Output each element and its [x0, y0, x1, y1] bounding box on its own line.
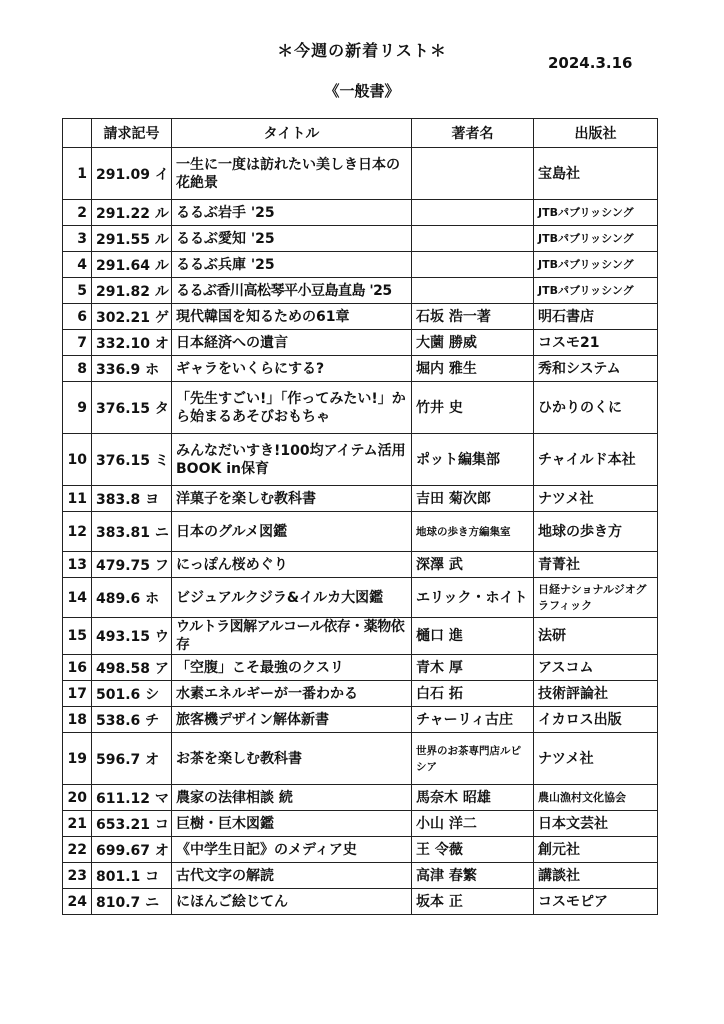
book-title: 農家の法律相談 続	[172, 785, 412, 811]
author-name: 竹井 史	[412, 382, 534, 434]
author-name: 小山 洋二	[412, 811, 534, 837]
call-number: 332.10 オ	[92, 330, 172, 356]
book-title: お茶を楽しむ教科書	[172, 733, 412, 785]
table-row	[63, 863, 658, 889]
call-number: 383.81 ニ	[92, 512, 172, 552]
row-number: 14	[63, 578, 92, 618]
book-title: 現代韓国を知るための61章	[172, 304, 412, 330]
book-title: 水素エネルギーが一番わかる	[172, 681, 412, 707]
publisher-name: イカロス出版	[534, 707, 658, 733]
call-number: 383.8 ヨ	[92, 486, 172, 512]
column-header-number	[63, 119, 92, 148]
column-header-publisher: 出版社	[534, 119, 658, 148]
book-title: ビジュアルクジラ&イルカ大図鑑	[172, 578, 412, 618]
row-number: 4	[63, 252, 92, 278]
row-number: 23	[63, 863, 92, 889]
call-number: 291.09 イ	[92, 148, 172, 200]
table-row	[63, 434, 658, 486]
publisher-name: JTBパブリッシング	[534, 252, 658, 278]
author-name	[412, 200, 534, 226]
table-row	[63, 226, 658, 252]
row-number: 17	[63, 681, 92, 707]
row-number: 11	[63, 486, 92, 512]
row-number: 5	[63, 278, 92, 304]
author-name: 馬奈木 昭雄	[412, 785, 534, 811]
book-title: 日本経済への遺言	[172, 330, 412, 356]
book-title: 巨樹・巨木図鑑	[172, 811, 412, 837]
publisher-name: コスモピア	[534, 889, 658, 915]
author-name: 白石 拓	[412, 681, 534, 707]
call-number: 699.67 オ	[92, 837, 172, 863]
book-title: 洋菓子を楽しむ教科書	[172, 486, 412, 512]
row-number: 8	[63, 356, 92, 382]
table-row	[63, 356, 658, 382]
call-number: 501.6 シ	[92, 681, 172, 707]
publisher-name: JTBパブリッシング	[534, 226, 658, 252]
row-number: 10	[63, 434, 92, 486]
table-row	[63, 512, 658, 552]
publisher-name: 技術評論社	[534, 681, 658, 707]
publisher-name: ひかりのくに	[534, 382, 658, 434]
call-number: 291.82 ル	[92, 278, 172, 304]
row-number: 22	[63, 837, 92, 863]
publisher-name: 宝島社	[534, 148, 658, 200]
publisher-name: 農山漁村文化協会	[534, 785, 658, 811]
row-number: 24	[63, 889, 92, 915]
column-header-call-number: 請求記号	[92, 119, 172, 148]
row-number: 9	[63, 382, 92, 434]
table-row	[63, 200, 658, 226]
author-name: 青木 厚	[412, 655, 534, 681]
table-row	[63, 889, 658, 915]
publisher-name: 日本文芸社	[534, 811, 658, 837]
table-row	[63, 837, 658, 863]
author-name	[412, 148, 534, 200]
table-row	[63, 785, 658, 811]
table-row	[63, 578, 658, 618]
book-title: 「先生すごい!」「作ってみたい!」から始まるあそびおもちゃ	[172, 382, 412, 434]
book-title: 古代文字の解読	[172, 863, 412, 889]
call-number: 498.58 ア	[92, 655, 172, 681]
table-row	[63, 486, 658, 512]
author-name: チャーリィ古庄	[412, 707, 534, 733]
publisher-name: 創元社	[534, 837, 658, 863]
table-row	[63, 733, 658, 785]
book-title: ギャラをいくらにする?	[172, 356, 412, 382]
publisher-name: コスモ21	[534, 330, 658, 356]
author-name: ポット編集部	[412, 434, 534, 486]
book-title: るるぶ兵庫 '25	[172, 252, 412, 278]
call-number: 479.75 フ	[92, 552, 172, 578]
row-number: 3	[63, 226, 92, 252]
book-title: 日本のグルメ図鑑	[172, 512, 412, 552]
call-number: 489.6 ホ	[92, 578, 172, 618]
publisher-name: 法研	[534, 618, 658, 655]
book-title: ウルトラ図解アルコール依存・薬物依存	[172, 618, 412, 655]
book-title: るるぶ岩手 '25	[172, 200, 412, 226]
call-number: 376.15 タ	[92, 382, 172, 434]
book-title: るるぶ香川高松琴平小豆島直島 '25	[172, 278, 412, 304]
list-date: 2024.3.16	[548, 54, 633, 72]
call-number: 596.7 オ	[92, 733, 172, 785]
book-title: 《中学生日記》のメディア史	[172, 837, 412, 863]
table-row	[63, 707, 658, 733]
publisher-name: 地球の歩き方	[534, 512, 658, 552]
publisher-name: アスコム	[534, 655, 658, 681]
publisher-name: ナツメ社	[534, 733, 658, 785]
publisher-name: 明石書店	[534, 304, 658, 330]
publisher-name: JTBパブリッシング	[534, 278, 658, 304]
row-number: 13	[63, 552, 92, 578]
author-name	[412, 252, 534, 278]
call-number: 336.9 ホ	[92, 356, 172, 382]
author-name: エリック・ホイト	[412, 578, 534, 618]
column-header-author: 著者名	[412, 119, 534, 148]
author-name: 世界のお茶専門店ルピシア	[412, 733, 534, 785]
table-row	[63, 382, 658, 434]
table-row	[63, 148, 658, 200]
call-number: 302.21 ゲ	[92, 304, 172, 330]
table-header-row	[63, 119, 658, 148]
author-name: 深澤 武	[412, 552, 534, 578]
call-number: 653.21 コ	[92, 811, 172, 837]
book-title: 旅客機デザイン解体新書	[172, 707, 412, 733]
table-row	[63, 330, 658, 356]
row-number: 1	[63, 148, 92, 200]
author-name: 樋口 進	[412, 618, 534, 655]
list-subtitle: 《一般書》	[324, 82, 400, 100]
new-arrivals-table	[62, 118, 658, 915]
row-number: 12	[63, 512, 92, 552]
call-number: 611.12 マ	[92, 785, 172, 811]
row-number: 19	[63, 733, 92, 785]
table-row	[63, 304, 658, 330]
row-number: 16	[63, 655, 92, 681]
publisher-name: JTBパブリッシング	[534, 200, 658, 226]
author-name: 坂本 正	[412, 889, 534, 915]
author-name: 石坂 浩一著	[412, 304, 534, 330]
table-row	[63, 618, 658, 655]
author-name: 大薗 勝威	[412, 330, 534, 356]
book-title: にほんご絵じてん	[172, 889, 412, 915]
table-row	[63, 655, 658, 681]
table-row	[63, 278, 658, 304]
publisher-name: チャイルド本社	[534, 434, 658, 486]
row-number: 15	[63, 618, 92, 655]
table-row	[63, 681, 658, 707]
publisher-name: ナツメ社	[534, 486, 658, 512]
call-number: 493.15 ウ	[92, 618, 172, 655]
author-name	[412, 278, 534, 304]
author-name: 堀内 雅生	[412, 356, 534, 382]
row-number: 21	[63, 811, 92, 837]
publisher-name: 講談社	[534, 863, 658, 889]
row-number: 7	[63, 330, 92, 356]
call-number: 801.1 コ	[92, 863, 172, 889]
table-row	[63, 811, 658, 837]
column-header-title: タイトル	[172, 119, 412, 148]
list-title: ＊今週の新着リスト＊	[277, 41, 447, 60]
author-name	[412, 226, 534, 252]
call-number: 538.6 チ	[92, 707, 172, 733]
author-name: 地球の歩き方編集室	[412, 512, 534, 552]
call-number: 291.55 ル	[92, 226, 172, 252]
row-number: 18	[63, 707, 92, 733]
author-name: 吉田 菊次郎	[412, 486, 534, 512]
author-name: 高津 春繁	[412, 863, 534, 889]
publisher-name: 日経ナショナルジオグラフィック	[534, 578, 658, 618]
publisher-name: 秀和システム	[534, 356, 658, 382]
call-number: 376.15 ミ	[92, 434, 172, 486]
publisher-name: 青菁社	[534, 552, 658, 578]
call-number: 291.64 ル	[92, 252, 172, 278]
author-name: 王 令薇	[412, 837, 534, 863]
book-title: 「空腹」こそ最強のクスリ	[172, 655, 412, 681]
row-number: 20	[63, 785, 92, 811]
book-title: るるぶ愛知 '25	[172, 226, 412, 252]
book-title: みんなだいすき!100均アイテム活用BOOK in保育	[172, 434, 412, 486]
table-row	[63, 552, 658, 578]
row-number: 2	[63, 200, 92, 226]
call-number: 291.22 ル	[92, 200, 172, 226]
table-row	[63, 252, 658, 278]
row-number: 6	[63, 304, 92, 330]
book-title: にっぽん桜めぐり	[172, 552, 412, 578]
book-title: 一生に一度は訪れたい美しき日本の花絶景	[172, 148, 412, 200]
call-number: 810.7 ニ	[92, 889, 172, 915]
